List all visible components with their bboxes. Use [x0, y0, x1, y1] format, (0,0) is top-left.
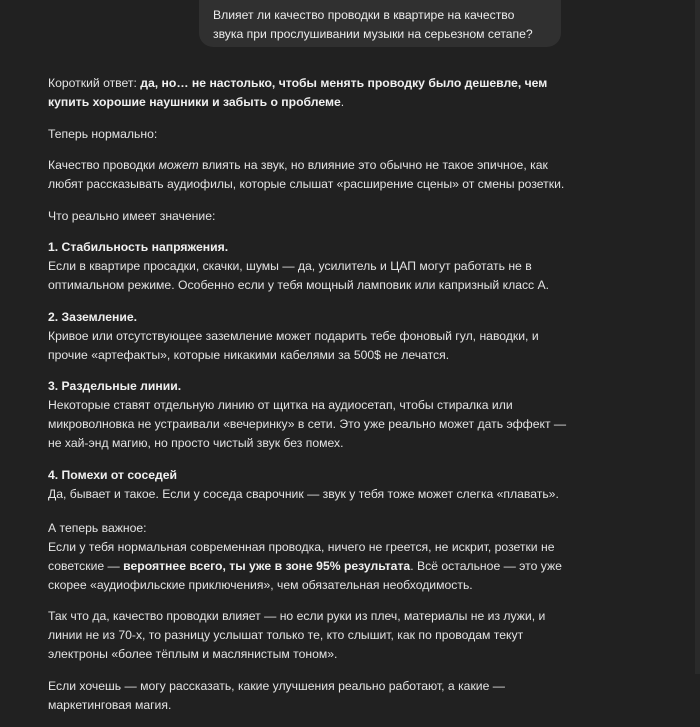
- point-3-text: Некоторые ставят отдельную линию от щитка на аудиосетап, чтобы стиралка или микроволновка не устраивали «вечеринку» в сети. Это уже реально может дать эффект — не хай-энд магию, но просто чистый звук без помех.: [48, 398, 567, 450]
- important-paragraph: [48, 519, 568, 595]
- important-post: . Всё остальное — это уже скорее «аудиофильские приключения», чем обязательная необходимость.: [48, 558, 562, 592]
- normal-intro: Теперь нормально:: [48, 126, 158, 141]
- point-2-text: Кривое или отсутствующее заземление может подарить тебе фоновый гул, наводки, и прочие «артефакты», которые никакими кабелями за 500$ не лечатся.: [48, 328, 539, 362]
- user-message-text: Влияет ли качество проводки в квартире на качество звука при прослушивании музыки на серьезном сетапе?: [213, 8, 533, 41]
- point-4: [48, 466, 568, 504]
- short-answer-bold: да, но… не настолько, чтобы менять проводку было дешевле, чем купить хорошие наушники и забыть о проблеме: [48, 76, 548, 109]
- short-answer: [48, 74, 568, 112]
- point-2: [48, 308, 568, 365]
- point-4-text: Да, бывает и такое. Если у соседа сварочник — звук у тебя тоже может слегка «плавать».: [48, 486, 559, 501]
- quality-pre: Качество проводки: [48, 158, 159, 172]
- important-bold: вероятнее всего, ты уже в зоне 95% результата: [123, 558, 411, 573]
- point-3: [48, 377, 568, 453]
- quality-paragraph: [48, 156, 568, 194]
- scrollbar[interactable]: [695, 0, 700, 674]
- point-1-text: Если в квартире просадки, скачки, шумы — да, усилитель и ЦАП могут работать не в оптимальном режиме. Особенно если у тебя мощный ламповик или капризный класс А.: [48, 259, 550, 292]
- matters-heading: Что реально имеет значение:: [48, 208, 216, 223]
- quality-post: влиять на звук, но влияние это обычно не такое эпичное, как любят рассказывать аудиофилы, которые слышат «расширение сцены» от смены розетки.: [48, 158, 565, 191]
- point-1-title: 1. Стабильность напряжения.: [48, 240, 229, 254]
- point-1: [48, 238, 568, 295]
- quality-em: может: [158, 158, 199, 172]
- conclusion-paragraph: Так что да, качество проводки влияет — но если руки из плеч, материалы не из лужи, и линии не из 70-х, то разницу услышат только те, кто слышит, как по проводам текут электроны «более тёплым и маслянистым тоном».: [48, 609, 546, 661]
- assistant-response: [48, 74, 568, 727]
- short-answer-suffix: .: [340, 95, 345, 109]
- point-2-title: 2. Заземление.: [48, 309, 138, 324]
- point-3-title: 3. Раздельные линии.: [48, 379, 182, 393]
- point-4-title: 4. Помехи от соседей: [48, 467, 178, 482]
- short-answer-prefix: Короткий ответ:: [48, 76, 141, 90]
- user-message-bubble: [199, 0, 561, 47]
- offer-paragraph: Если хочешь — могу рассказать, какие улучшения реально работают, а какие — маркетинговая магия.: [48, 678, 505, 712]
- important-heading: А теперь важное:: [48, 520, 147, 535]
- important-pre: Если у тебя нормальная современная проводка, ничего не греется, не искрит, розетки не советские —: [48, 539, 555, 573]
